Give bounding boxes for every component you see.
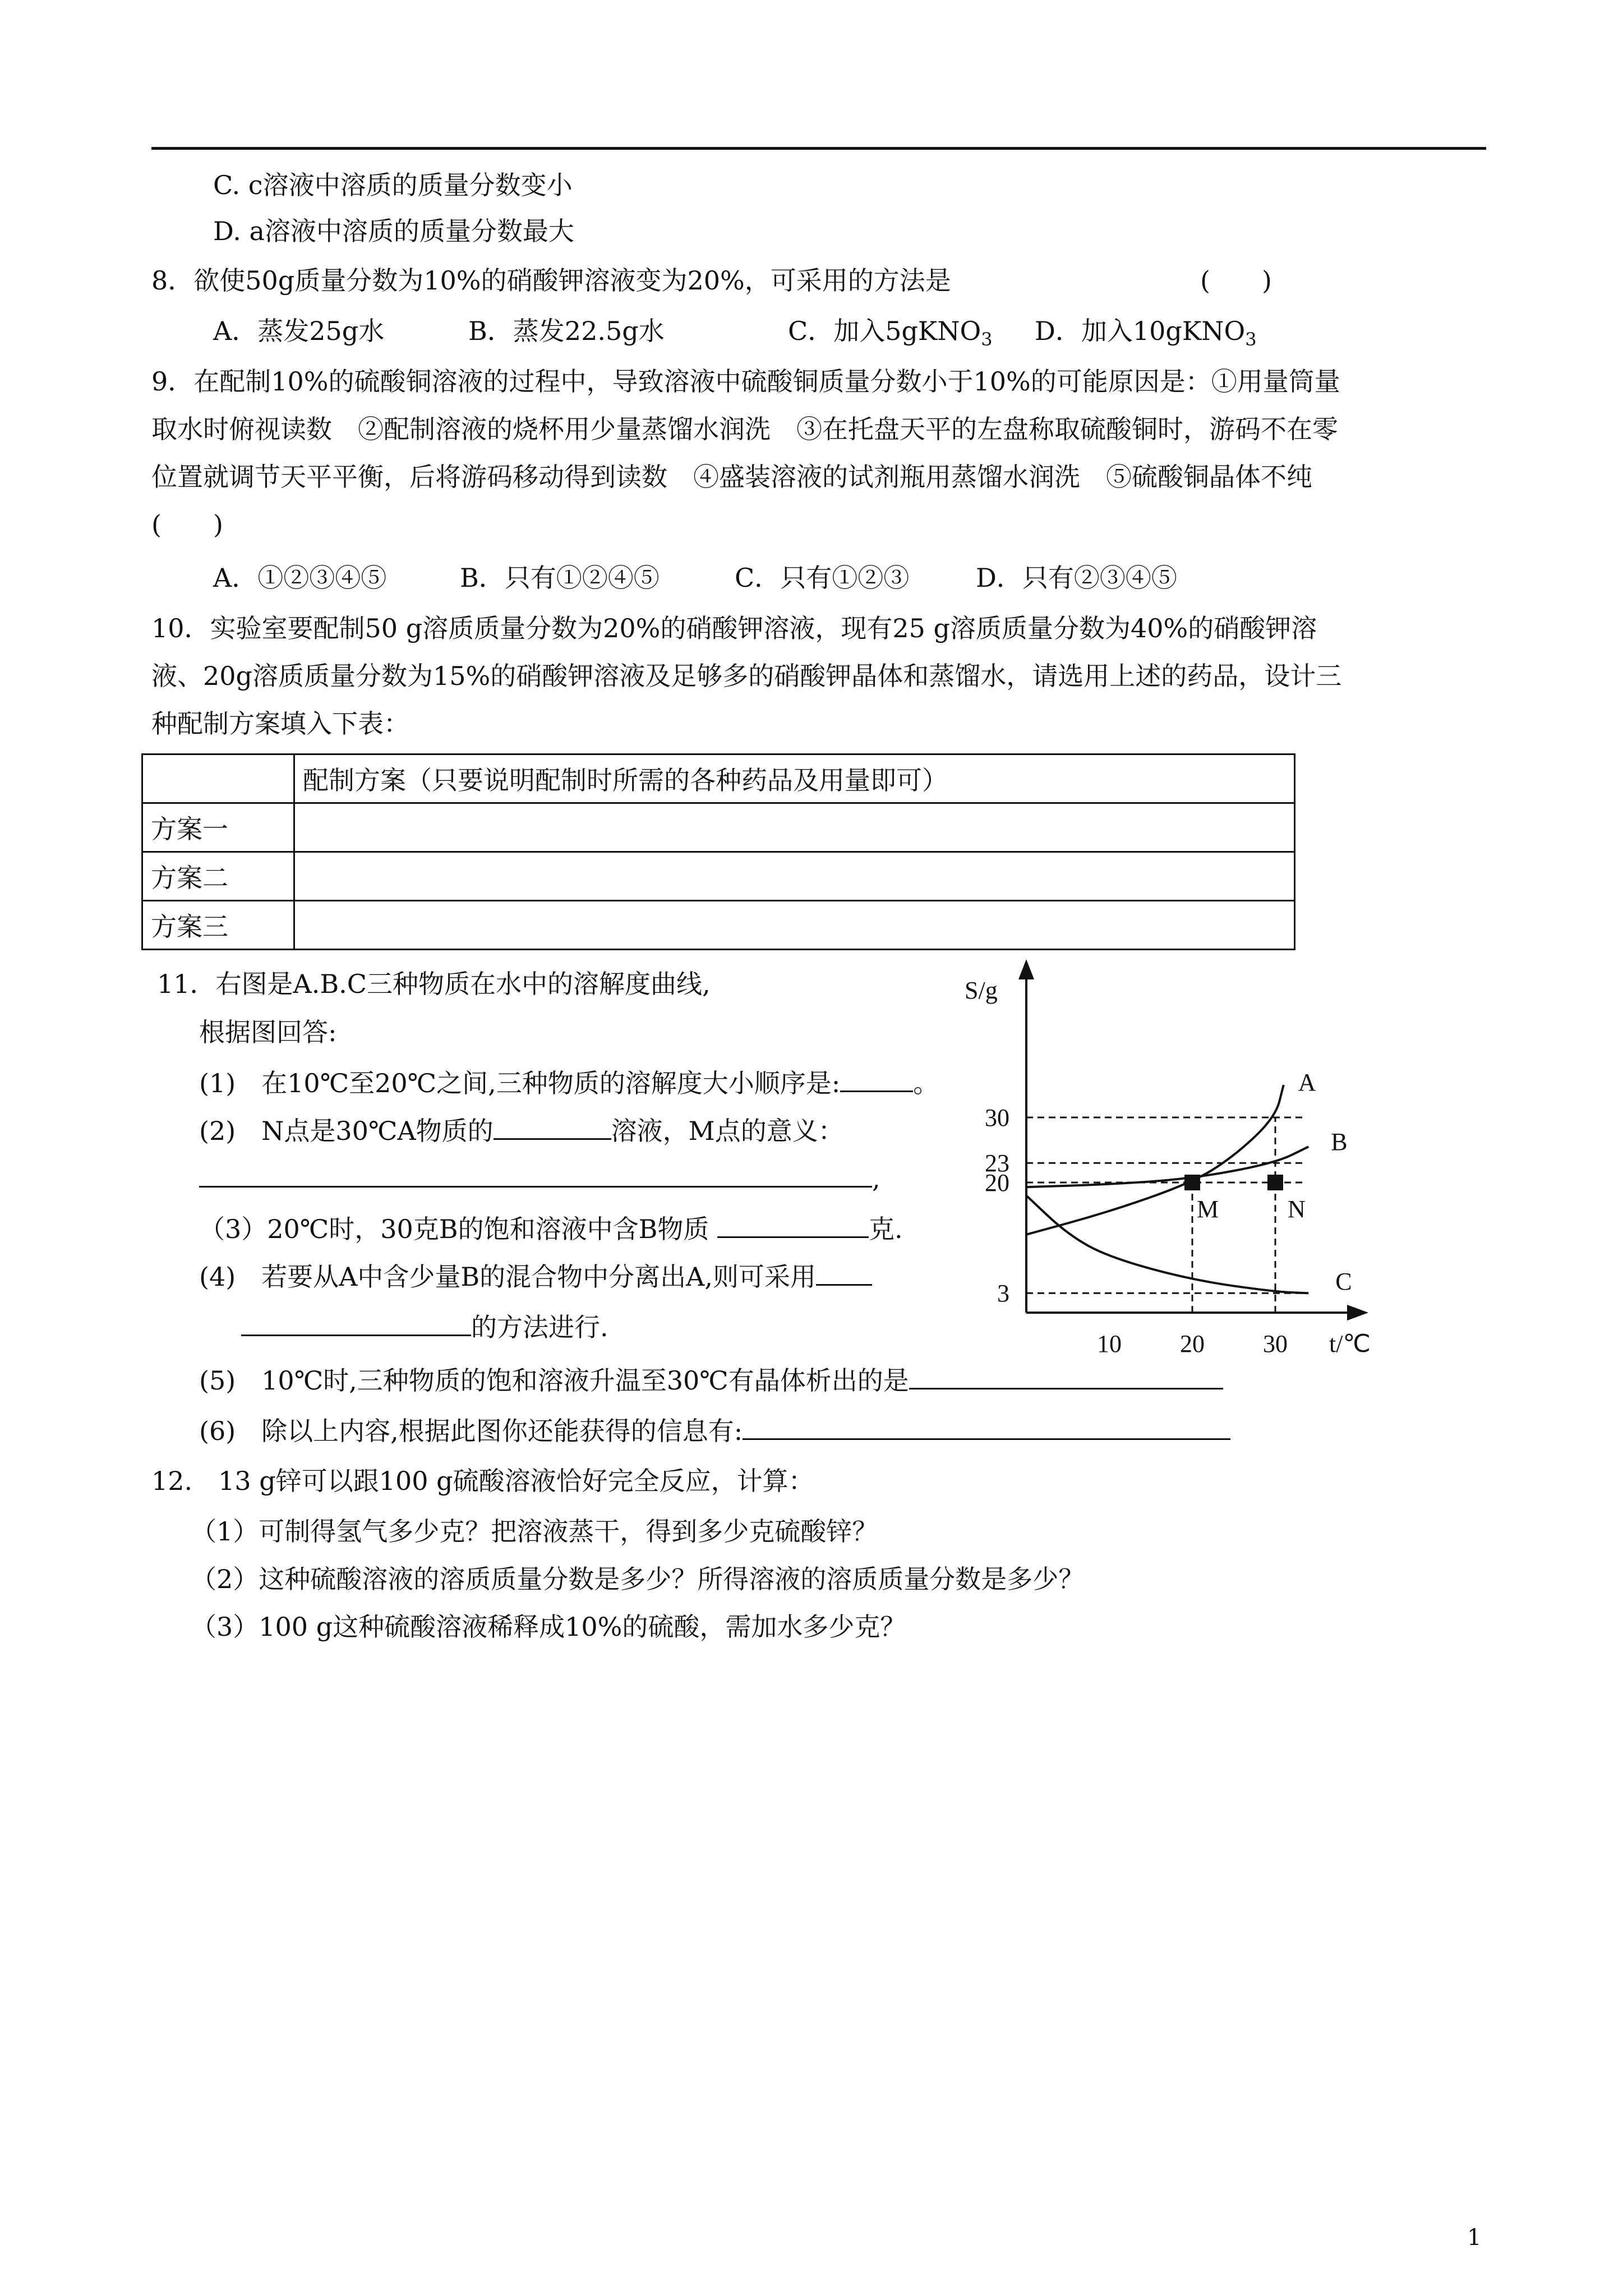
y-tick-label: 3 bbox=[997, 1280, 1009, 1308]
plan-answer-cell-2[interactable] bbox=[294, 852, 1295, 901]
point-marker-m bbox=[1184, 1175, 1200, 1190]
solubility-curve-chart bbox=[920, 954, 1380, 1380]
point-label-n: N bbox=[1288, 1195, 1306, 1223]
table-header-cell: 配制方案（只要说明配制时所需的各种药品及用量即可） bbox=[294, 754, 1295, 803]
table-row bbox=[142, 852, 1295, 901]
q8-option-c: C．加入5gKNO$_3$ bbox=[788, 316, 993, 351]
answer-blank[interactable] bbox=[840, 1066, 913, 1092]
q8-option-a: A．蒸发25g水 bbox=[213, 316, 385, 346]
plan-label-2: 方案二 bbox=[142, 852, 294, 901]
y-tick-label: 30 bbox=[985, 1104, 1009, 1131]
answer-blank[interactable] bbox=[743, 1414, 1230, 1440]
q11-line-2: 根据图回答: bbox=[199, 1017, 337, 1047]
curve-label-b: B bbox=[1331, 1128, 1348, 1156]
y-tick-label: 20 bbox=[985, 1169, 1009, 1197]
curve-label-c: C bbox=[1335, 1268, 1352, 1296]
plan-answer-cell-1[interactable] bbox=[294, 803, 1295, 852]
answer-blank[interactable] bbox=[494, 1114, 611, 1140]
answer-blank[interactable] bbox=[717, 1212, 869, 1238]
q9-answer-paren: ( ) bbox=[151, 509, 223, 540]
curve-label-a: A bbox=[1298, 1069, 1316, 1096]
plan-answer-cell-3[interactable] bbox=[294, 901, 1295, 950]
curve-a bbox=[1026, 1085, 1284, 1235]
q12-part-3: （3）100 g这种硫酸溶液稀释成10%的硫酸，需加水多少克？ bbox=[191, 1612, 906, 1642]
q7-option-d: D. a溶液中溶质的质量分数最大 bbox=[213, 216, 574, 246]
answer-blank[interactable] bbox=[816, 1259, 872, 1286]
q9-option-d: D．只有②③④⑤ bbox=[976, 563, 1177, 593]
q9-option-c: C．只有①②③ bbox=[735, 563, 910, 593]
q9-option-a: A．①②③④⑤ bbox=[213, 563, 387, 593]
x-axis-label: t/℃ bbox=[1329, 1330, 1371, 1358]
x-axis-arrow bbox=[1347, 1305, 1368, 1320]
q10-line-3: 种配制方案填入下表： bbox=[151, 708, 409, 739]
answer-blank[interactable] bbox=[241, 1310, 471, 1336]
curve-b bbox=[1026, 1147, 1308, 1187]
y-tick-label: 23 bbox=[985, 1149, 1009, 1177]
q8-answer-paren: ( ) bbox=[1200, 265, 1272, 296]
plan-label-3: 方案三 bbox=[142, 901, 294, 950]
q11-line-1: 11．右图是A.B.C三种物质在水中的溶解度曲线, bbox=[157, 969, 711, 999]
q11-part-2: (2) N点是30℃A物质的 溶液，M点的意义： bbox=[199, 1114, 844, 1148]
page-number: 1 bbox=[1467, 2225, 1482, 2251]
q11-part-4: (4) 若要从A中含少量B的混合物中分离出A,则可采用 bbox=[199, 1259, 872, 1294]
x-tick-label: 10 bbox=[1097, 1330, 1122, 1358]
point-label-m: M bbox=[1197, 1195, 1219, 1223]
curve-c bbox=[1026, 1195, 1308, 1293]
q12-stem: 12. 13 g锌可以跟100 g硫酸溶液恰好完全反应，计算： bbox=[151, 1466, 814, 1496]
q11-part-1: (1) 在10℃至20℃之间,三种物质的溶解度大小顺序是: 。 bbox=[199, 1066, 939, 1100]
table-row bbox=[142, 754, 1295, 803]
q11-part-6: (6) 除以上内容,根据此图你还能获得的信息有: bbox=[199, 1414, 1230, 1448]
y-axis-label: S/g bbox=[965, 977, 998, 1004]
q10-line-2: 液、20g溶质质量分数为15%的硝酸钾溶液及足够多的硝酸钾晶体和蒸馏水，请选用上述的药品，设计三 bbox=[151, 661, 1342, 691]
q10-line-1: 10．实验室要配制50 g溶质质量分数为20%的硝酸钾溶液，现有25 g溶质质量分数为40%的硝酸钾溶 bbox=[151, 613, 1317, 643]
q11-part-2-continued: , bbox=[199, 1161, 880, 1195]
q12-part-2: （2）这种硫酸溶液的溶质质量分数是多少？所得溶液的溶质质量分数是多少？ bbox=[191, 1564, 1085, 1594]
q9-line-2: 取水时俯视读数 ②配制溶液的烧杯用少量蒸馏水润洗 ③在托盘天平的左盘称取硫酸铜时，游码不在零 bbox=[151, 414, 1338, 444]
x-tick-label: 30 bbox=[1263, 1330, 1288, 1358]
table-row bbox=[142, 901, 1295, 950]
q8-stem: 8．欲使50g质量分数为10%的硝酸钾溶液变为20%，可采用的方法是 bbox=[151, 265, 951, 296]
x-tick-label: 20 bbox=[1180, 1330, 1205, 1358]
header-rule bbox=[151, 147, 1486, 150]
q8-option-d: D．加入10gKNO$_3$ bbox=[1035, 316, 1257, 351]
table-corner-cell bbox=[142, 754, 294, 803]
y-axis-arrow bbox=[1018, 959, 1034, 979]
point-marker-n bbox=[1267, 1175, 1283, 1190]
plan-table bbox=[141, 753, 1295, 950]
table-row bbox=[142, 803, 1295, 852]
q11-part-4-continued: 的方法进行. bbox=[241, 1310, 608, 1344]
q12-part-1: （1）可制得氢气多少克？把溶液蒸干，得到多少克硫酸锌？ bbox=[191, 1516, 878, 1547]
plan-label-1: 方案一 bbox=[142, 803, 294, 852]
q7-option-c: C. c溶液中溶质的质量分数变小 bbox=[213, 170, 573, 200]
q9-line-3: 位置就调节天平平衡，后将游码移动得到读数 ④盛装溶液的试剂瓶用蒸馏水润洗 ⑤硫酸铜晶体不纯 bbox=[151, 462, 1312, 492]
answer-blank[interactable] bbox=[199, 1161, 872, 1188]
q9-line-1: 9．在配制10%的硫酸铜溶液的过程中，导致溶液中硫酸铜质量分数小于10%的可能原因是：①用量筒量 bbox=[151, 366, 1340, 397]
q8-option-b: B．蒸发22.5g水 bbox=[468, 316, 665, 346]
q11-part-5: (5) 10℃时,三种物质的饱和溶液升温至30℃有晶体析出的是 bbox=[199, 1363, 1223, 1397]
q11-part-3: （3）20℃时，30克B的饱和溶液中含B物质 克. bbox=[199, 1212, 903, 1246]
q9-option-b: B．只有①②④⑤ bbox=[460, 563, 660, 593]
